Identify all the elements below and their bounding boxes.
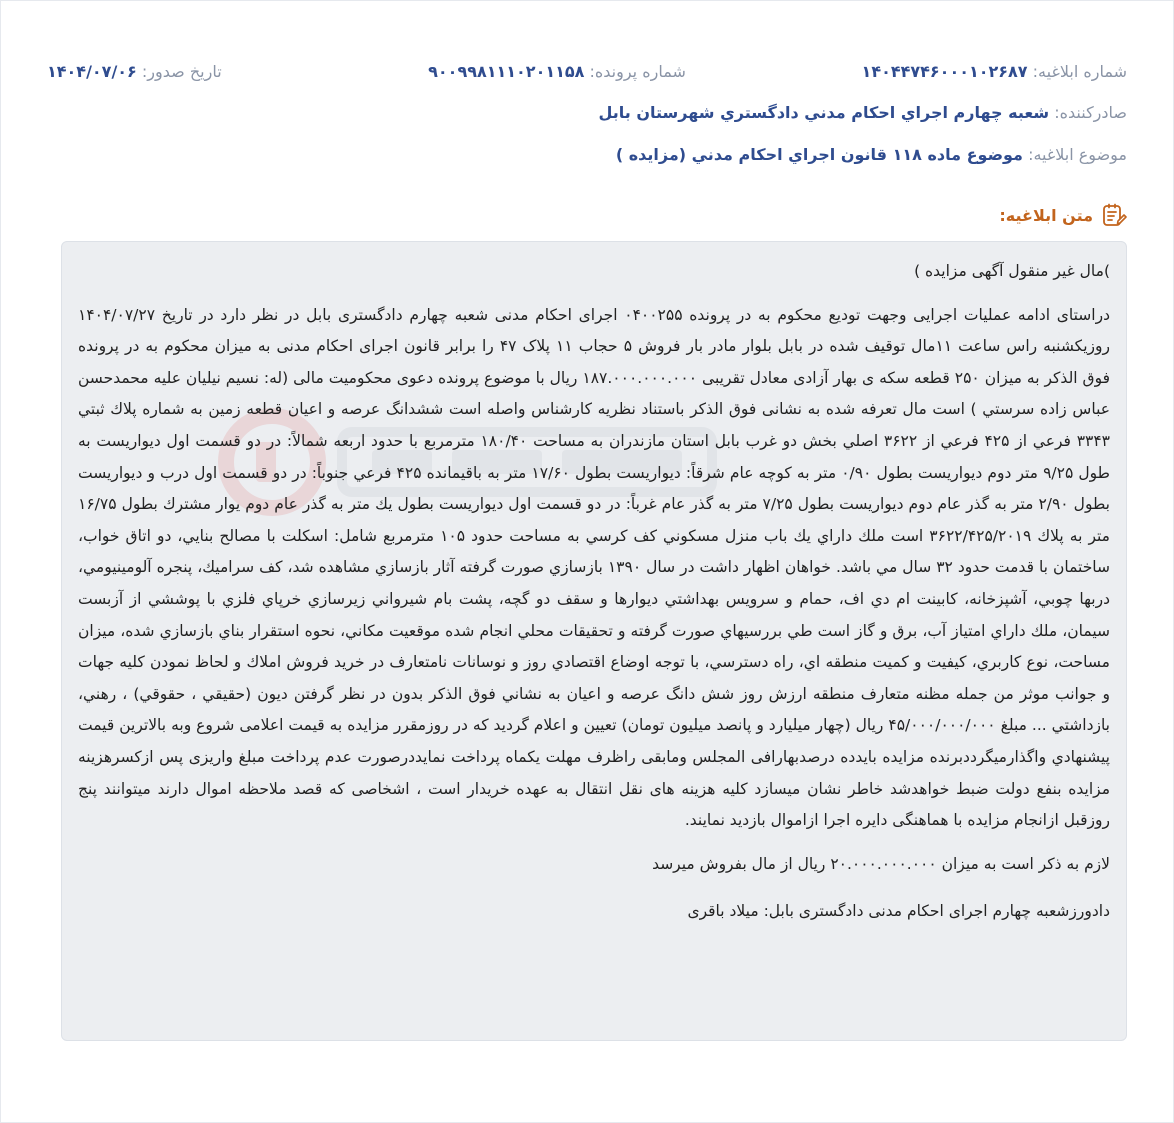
notice-content-box	[61, 241, 1127, 1041]
notice-content-signature: دادورزشعبه چهارم اجرای احکام مدنی دادگستری بابل: میلاد باقری	[687, 902, 1110, 921]
subject-line	[47, 141, 1127, 169]
notice-content-note: لازم به ذکر است به میزان ۲۰.۰۰۰.۰۰۰.۰۰۰ ریال از مال بفروش میرسد	[652, 854, 1110, 873]
notice-number-label: شماره ابلاغیه:	[1032, 61, 1127, 81]
issuer-line	[47, 99, 1127, 127]
notice-text-title: متن ابلاغیه:	[999, 205, 1093, 225]
case-number-value: ۹۰۰۹۹۸۱۱۱۰۲۰۱۱۵۸	[428, 61, 585, 81]
notice-content	[78, 256, 1110, 928]
subject-label: موضوع ابلاغیه:	[1028, 145, 1127, 164]
notice-number	[861, 61, 1127, 81]
case-number-label: شماره پرونده:	[589, 61, 686, 81]
issue-date-value: ۱۴۰۴/۰۷/۰۶	[47, 61, 137, 81]
notice-content-title: )مال غير منقول آگهی مزایده )	[914, 262, 1110, 280]
issuer-value: شعبه چهارم اجراي احكام مدني دادگستري شهرستان بابل	[598, 103, 1050, 122]
notice-meta-row	[47, 57, 1127, 85]
issuer-label: صادرکننده:	[1054, 103, 1127, 122]
case-number	[427, 62, 687, 81]
issue-date-label: تاریخ صدور:	[141, 61, 222, 81]
subject-value: موضوع ماده ۱۱۸ قانون اجراي احكام مدني (مزايده )	[615, 145, 1023, 164]
notice-number-value: ۱۴۰۴۴۷۴۶۰۰۰۱۰۲۶۸۷	[861, 61, 1028, 81]
issue-date	[47, 62, 247, 81]
notice-content-body: دراستای ادامه عملیات اجرایی وجهت تودیع محکوم به در پرونده ۰۴۰۰۲۵۵ اجرای احکام مدنی شعبه چهارم دادگستری بابل در نظر دارد در تاریخ ۱۴۰۴/۰۷/۲۷ روزیکشنبه راس ساعت ۱۱مال توقیف شده در بابل بلوار مادر بار فروش ۵ حجاب ۱۱ پلاک ۴۷ را برابر قانون اجرای احکام مدنی به میزان محکوم به در پرونده فوق الذکر به میزان ۲۵۰ قطعه سکه ی بهار آزادی معادل تقریبی ۱۸۷.۰۰۰.۰۰۰.۰۰۰ ریال با موضوع پرونده دعوی محکومیت مالی (له: نسیم نیلیان علیه محمدحسن عباس زاده سرستي ) است مال تعرفه شده به نشانی فوق الذکر باستناد نظريه كارشناس واصله است ششدانگ عرصه و اعيان قطعه زمين به شماره پلاك ثبتي ۳۳۴۳ فرعي از ۴۲۵ فرعي از ۳۶۲۲ اصلي بخش دو غرب بابل استان مازندران به مساحت ۱۸۰/۴۰ مترمربع با حدود اربعه شمالاً: در دو قسمت اول ديواريست به طول ۹/۲۵ متر دوم ديواريست بطول ۰/۹۰ متر به كوچه عام شرقاً: ديواريست بطول ۱۷/۶۰ متر به باقيمانده ۴۲۵ فرعي جنوباً: در دو قسمت اول درب و ديواريست بطول ۲/۹۰ متر به گذر عام دوم ديواريست بطول ۷/۲۵ متر به گذر عام غرباً: در دو قسمت اول ديواريست بطول يك متر به گذر عام دوم يوار مشترك بطول ۱۶/۷۵ متر به پلاك ۳۶۲۲/۴۲۵/۲۰۱۹ است ملك داراي يك باب منزل مسكوني كف كرسي به مساحت حدود ۱۰۵ مترمربع شامل: اسكلت با مصالح بنايي، دو اتاق خواب، ساختمان با قدمت حدود ۳۲ سال مي باشد. خواهان اظهار داشت در سال ۱۳۹۰ بازسازي صورت گرفته آثار بازسازي مشاهده شد، كف سراميك، پنجره آلومينيومي، دربها چوبي، آشپزخانه، كابينت ام دي اف، حمام و سرويس بهداشتي ديوارها و سقف دو گچه، پشت بام شيرواني زيرسازي خرپاي فلزي با پوششي از آزبست سيمان، ملك داراي امتياز آب، برق و گاز است طي بررسيهاي صورت گرفته و تحقيقات محلي انجام شده موقعيت مكاني، نحوه استقرار بناي بازسازي شده، ميزان مساحت، نوع كاربري، كيفيت و كميت منطقه اي، راه دسترسي، با توجه اوضاع اقتصادي روز و نوسانات نامتعارف در خريد فروش املاك و لحاظ نمودن كليه جهات و جوانب موثر من جمله مظنه متعارف منطقه ارزش روز شش دانگ عرصه و اعيان به نشاني فوق الذكر بدون در نظر گرفتن ديون (حقيقي ، حقوقي) ، رهني، بازداشتي ... مبلغ ۴۵/۰۰۰/۰۰۰/۰۰۰ ريال (چهار ميليارد و پانصد ميليون تومان) تعيين و اعلام گرديد كه در روزمقرر مزايده به قيمت اعلامی شروع وبه بالاترين قيمت پيشنهادي واگذارميگرددبرنده مزايده بايدده درصدبهارافی المجلس ومابقی راظرف مهلت یکماه پرداخت نمایددرصورت عدم پرداخت مبلغ واریزی پس ازکسرهزینه مزایده بنفع دولت ضبط خواهدشد خاطر نشان میسازد کلیه هزینه های نقل انتقال به عهده خریدار است ، اشخاصی که قصد ملاحظه اموال دارند میتوانند پنج روزقبل ازانجام مزایده با هماهنگی دایره اجرا ازاموال بازدید نمایند.	[78, 305, 1111, 830]
document-edit-icon	[1101, 202, 1127, 228]
notice-text-heading	[999, 201, 1127, 229]
